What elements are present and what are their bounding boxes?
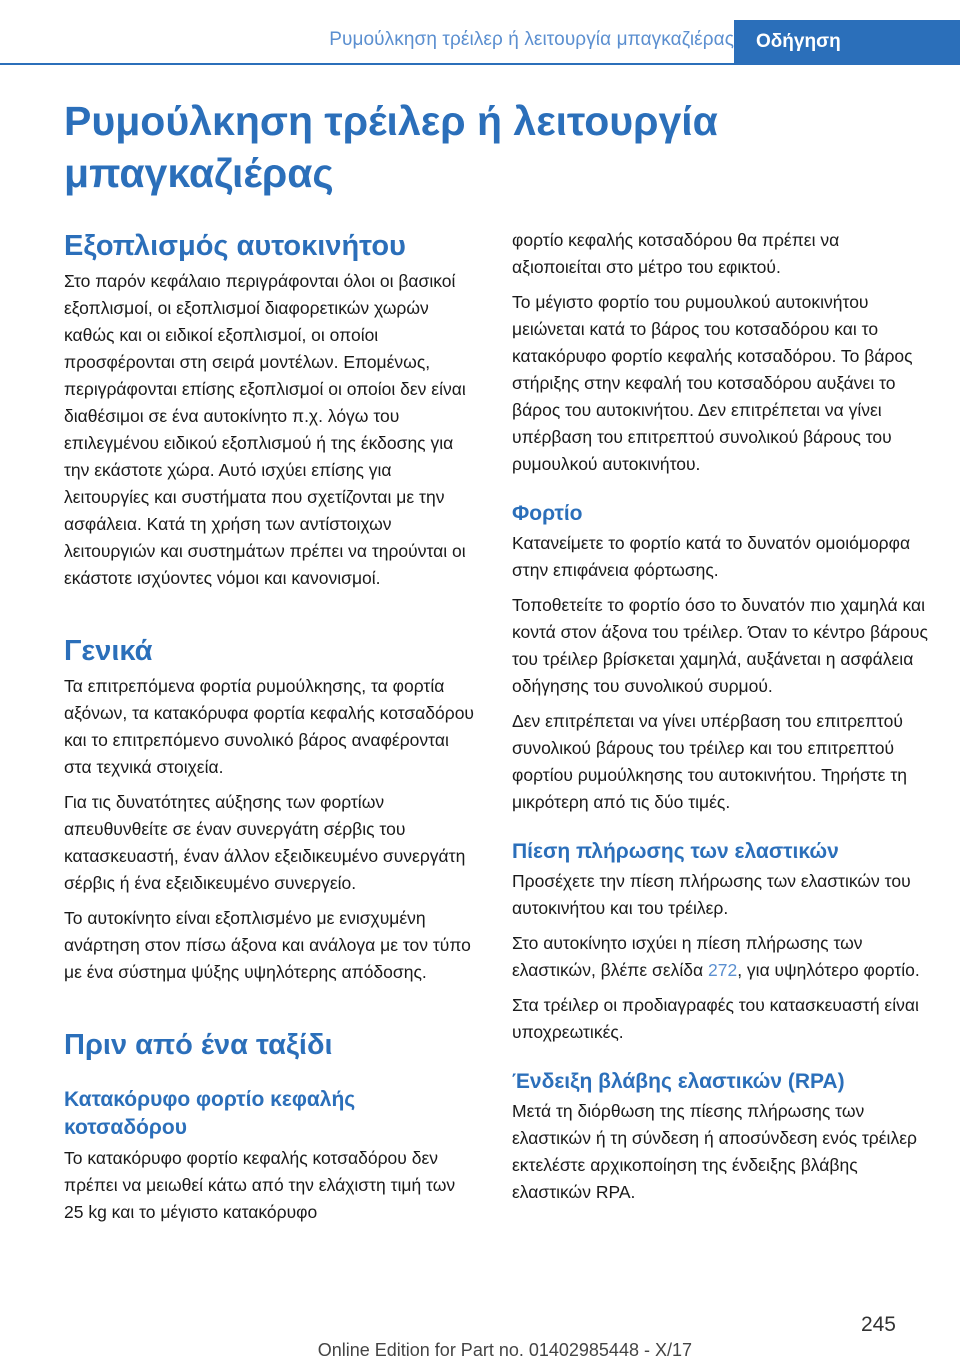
heading-tire-pressure: Πίεση πλήρωσης των ελαστικών	[512, 840, 839, 863]
section-tab-label: Οδήγηση	[756, 31, 841, 52]
tire-pressure-text-before: Στο αυτοκίνητο ισχύει η πίεση πλήρωσης των ελαστικών, βλέπε σελίδα	[512, 933, 863, 980]
paragraph-cargo-2: Τοποθετείτε το φορτίο όσο το δυνατόν πιο χαμηλά και κοντά στον άξονα του τρέιλερ. Όταν το κέντρο βάρους του τρέιλερ βρίσκεται χαμηλά, αυξάνεται η ασφάλεια οδήγησης του συνολικού συρμού.	[512, 595, 928, 696]
paragraph-max-load: Το μέγιστο φορτίο του ρυμουλκού αυτοκινήτου μειώνεται κατά το βάρος του κοτσαδόρου και το κατακόρυφο φορτίο κεφαλής κοτσαδόρου. Το βάρος στήριξης στην κεφαλή του κοτσαδόρου αυξάνει το βάρος του αυτοκινήτου. Δεν επιτρέπεται να γίνει υπέρβαση του επιτρεπτού συνολικού βάρους του ρυμουλκού αυτοκινήτου.	[512, 292, 913, 474]
right-column	[512, 227, 928, 1206]
heading-vehicle-equipment: Εξοπλισμός αυτοκινήτου	[64, 230, 406, 262]
page-number: 245	[860, 1313, 896, 1336]
heading-before-trip: Πριν από ένα ταξίδι	[64, 1029, 333, 1061]
paragraph-general-1: Τα επιτρεπόμενα φορτία ρυμούλκησης, τα φορτία αξόνων, τα κατακόρυφα φορτία κεφαλής κοτσαδόρου και το επιτρεπόμενο συνολικό βάρος αναφέρονται στα τεχνικά στοιχεία.	[64, 676, 475, 777]
paragraph-vertical-load-cont: φορτίο κεφαλής κοτσαδόρου θα πρέπει να αξιοποιείται στο μέτρο του εφικτού.	[512, 230, 840, 277]
footer-edition: Online Edition for Part no. 01402985448 - X/17	[317, 1340, 692, 1360]
heading-general: Γενικά	[64, 635, 153, 667]
paragraph-cargo-1: Κατανείμετε το φορτίο κατά το δυνατόν ομοιόμορφα στην επιφάνεια φόρτωσης.	[512, 533, 911, 580]
heading-rpa: Ένδειξη βλάβης ελαστικών (RPA)	[512, 1070, 845, 1093]
breadcrumb[interactable]: Ρυμούλκηση τρέιλερ ή λειτουργία μπαγκαζιέρας	[329, 29, 734, 50]
section-tab[interactable]	[734, 20, 960, 64]
page-title: Ρυμούλκηση τρέιλερ ή λειτουργία μπαγκαζιέρας	[64, 98, 718, 196]
paragraph-cargo-3: Δεν επιτρέπεται να γίνει υπέρβαση του επιτρεπτού συνολικού βάρους του τρέιλερ και του επιτρεπτού φορτίου ρυμούλκησης του αυτοκινήτου. Τηρήστε τη μικρότερη από τις δύο τιμές.	[512, 711, 907, 812]
paragraph-general-2: Για τις δυνατότητες αύξησης των φορτίων απευθυνθείτε σε έναν συνεργάτη σέρβις του κατασκευαστή, έναν άλλον εξειδικευμένο συνεργάτη σέρβις ή ένα εξειδικευμένο συνεργείο.	[64, 792, 466, 893]
heading-cargo: Φορτίο	[512, 502, 583, 525]
paragraph-vertical-load: Το κατακόρυφο φορτίο κεφαλής κοτσαδόρου δεν πρέπει να μειωθεί κάτω από την ελάχιστη τιμή των 25 kg και το μέγιστο κατακόρυφο	[64, 1148, 456, 1222]
paragraph-equipment: Στο παρόν κεφάλαιο περιγράφονται όλοι οι βασικοί εξοπλισμοί, οι εξοπλισμοί διαφορετικών χωρών καθώς και οι ειδικοί εξοπλισμοί, οι οποίοι προσφέρονται στη σειρά μοντέλων. Επομένως, περιγράφονται επίσης εξοπλισμοί οι οποίοι δεν είναι διαθέσιμοι σε ένα αυτοκίνητο π.χ. λόγω του επιλεγμένου ειδικού εξοπλισμού ή της έκδοσης για την εκάστοτε χώρα. Αυτό ισχύει επίσης για λειτουργίες και συστήματα που σχετίζονται με την ασφάλεια. Κατά τη χρήση των αντίστοιχων λειτουργιών και συστημάτων πρέπει να τηρούνται οι εκάστοτε ισχύοντες νόμοι και κανονισμοί.	[64, 271, 466, 588]
page-reference-link[interactable]: 272	[708, 960, 738, 980]
paragraph-tire-pressure-3: Στα τρέιλερ οι προδιαγραφές του κατασκευαστή είναι υποχρεωτικές.	[512, 995, 919, 1042]
paragraph-rpa: Μετά τη διόρθωση της πίεσης πλήρωσης των ελαστικών ή τη σύνδεση ή αποσύνδεση ενός τρέιλερ εκτελέστε αρχικοποίηση της ένδειξης βλάβης ελαστικών RPA.	[512, 1101, 917, 1202]
page-header	[0, 20, 960, 64]
header-divider	[0, 63, 960, 65]
tire-pressure-text-after: , για υψηλότερο φορτίο.	[737, 960, 920, 980]
paragraph-general-3: Το αυτοκίνητο είναι εξοπλισμένο με ενισχυμένη ανάρτηση στον πίσω άξονα και ανάλογα με τον τύπο με ένα σύστημα ψύξης υψηλότερης απόδοσης.	[64, 908, 471, 982]
heading-vertical-load: Κατακόρυφο φορτίο κεφαλής κοτσαδόρου	[64, 1088, 356, 1139]
left-column	[64, 227, 478, 1226]
paragraph-tire-pressure-1: Προσέχετε την πίεση πλήρωσης των ελαστικών του αυτοκινήτου και του τρέιλερ.	[512, 871, 911, 918]
paragraph-tire-pressure-2	[512, 930, 928, 984]
